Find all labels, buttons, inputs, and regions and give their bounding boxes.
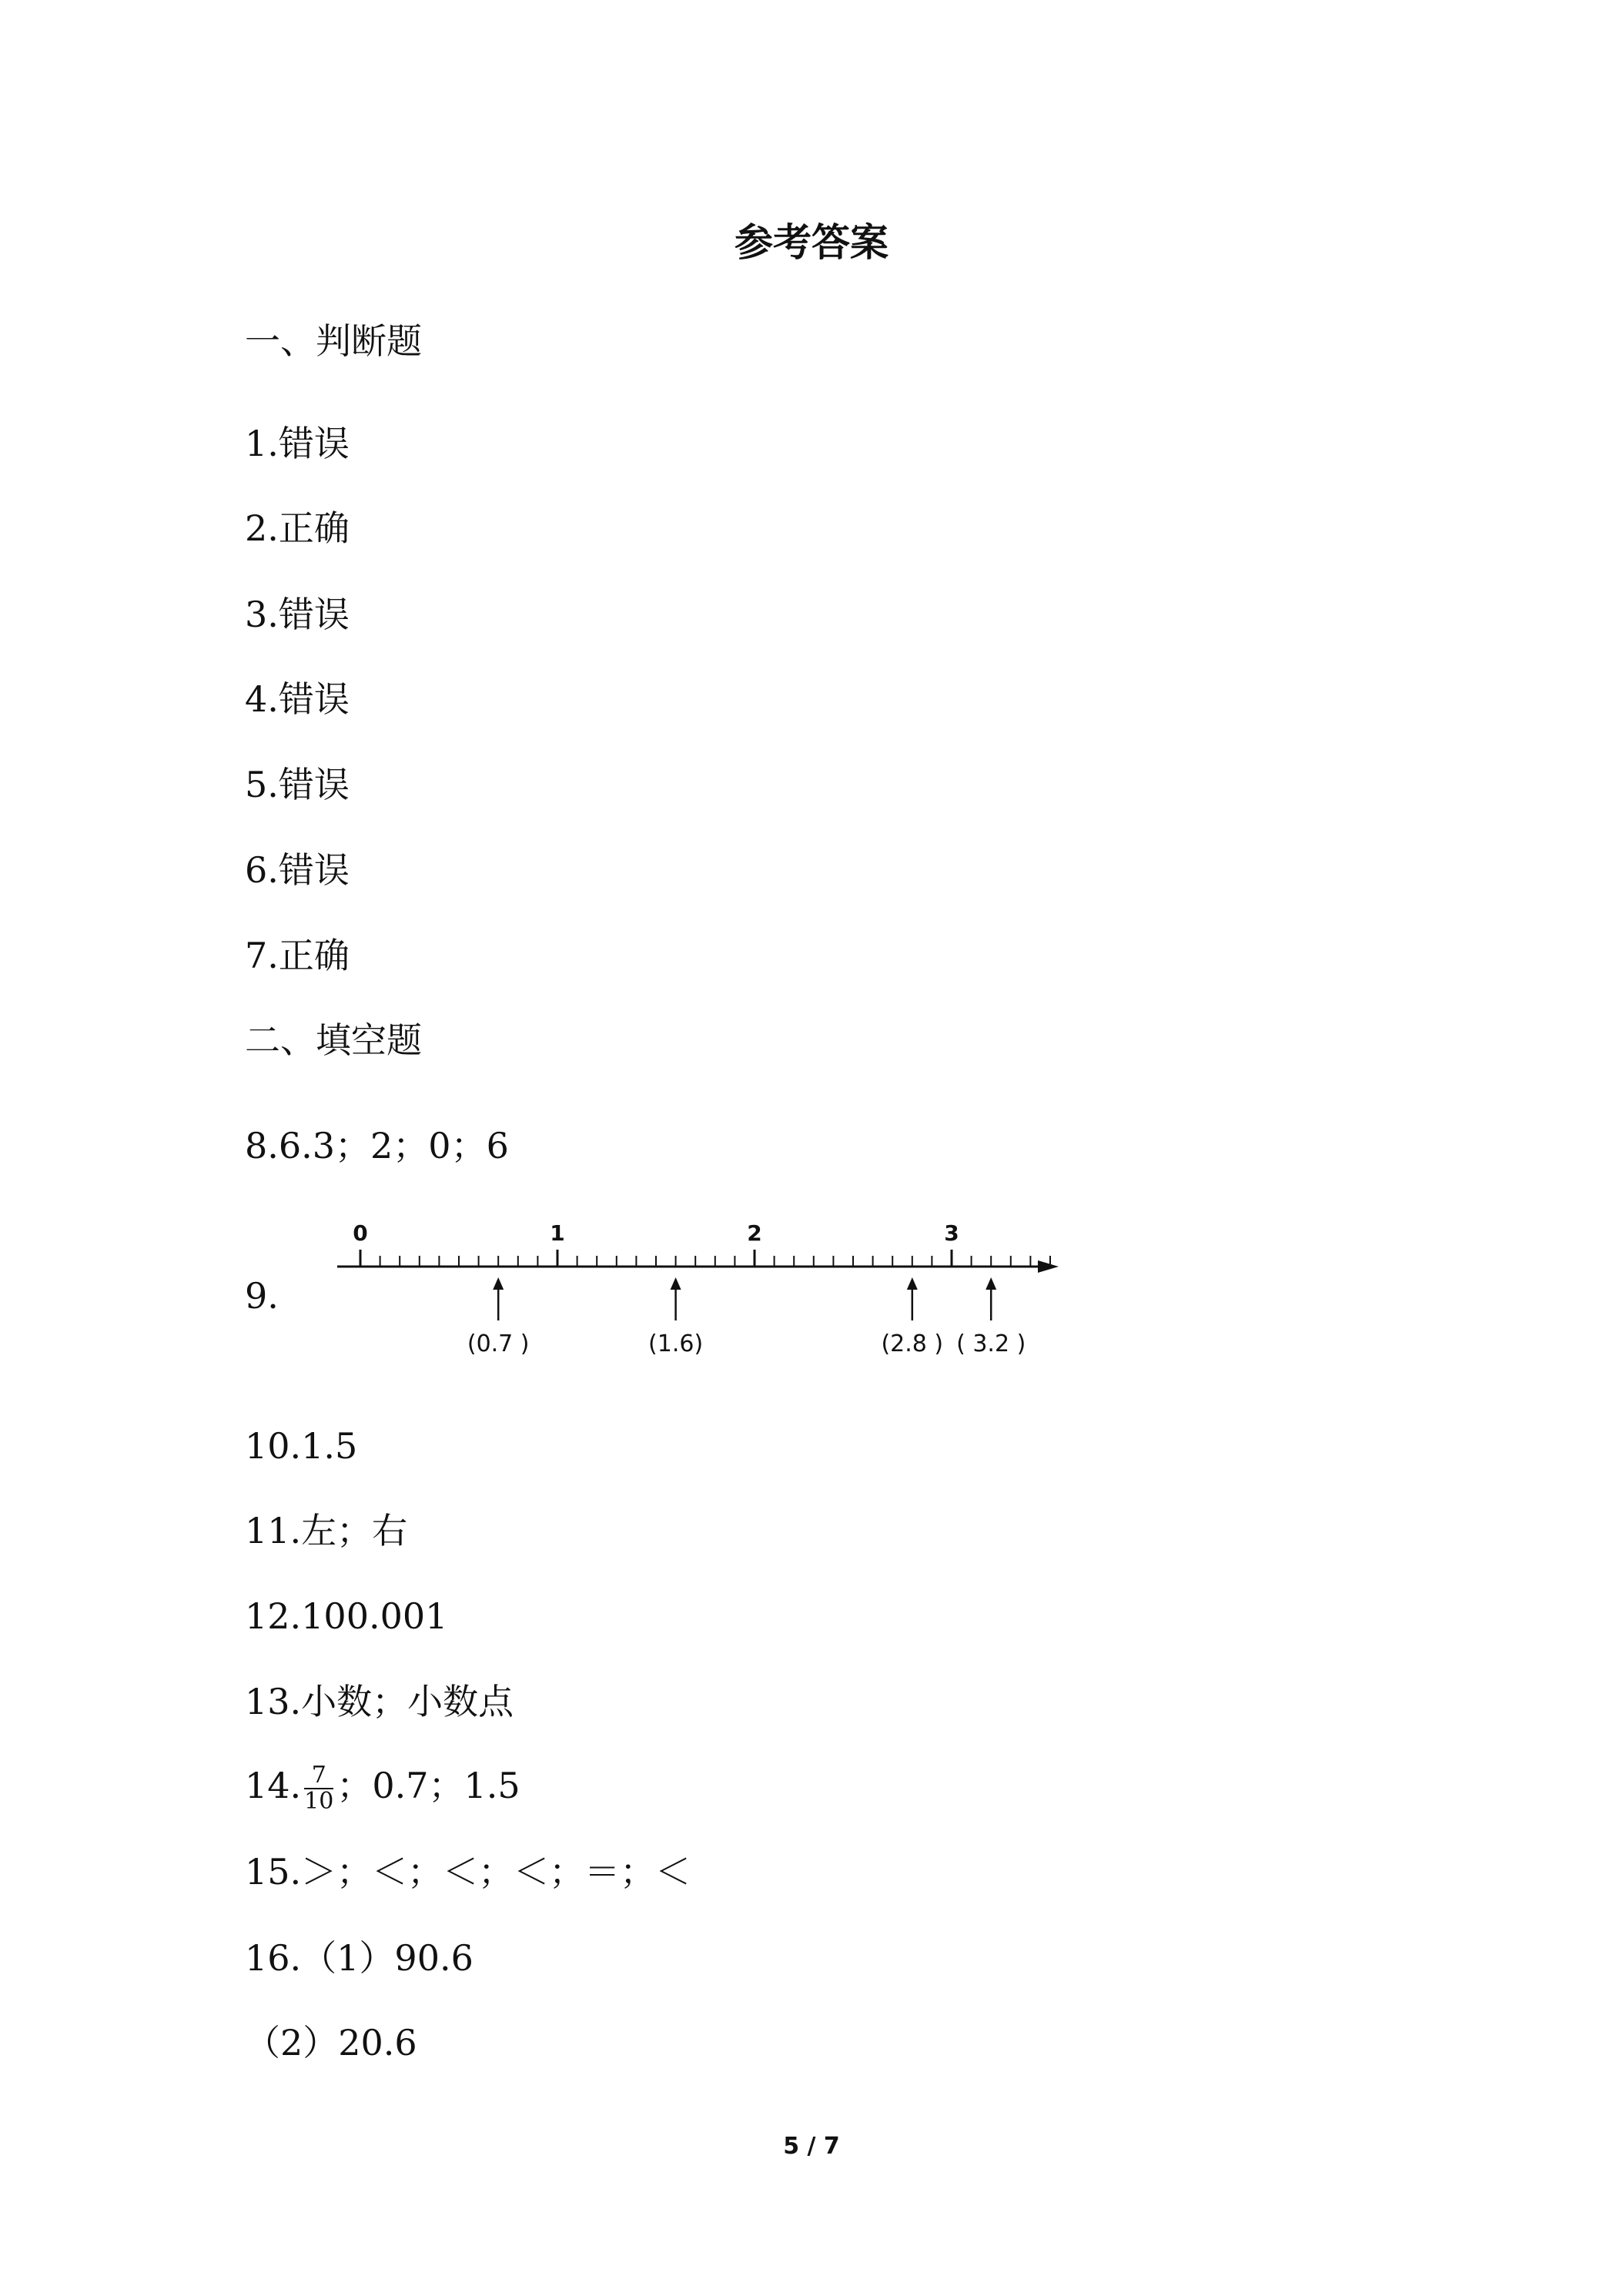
answer-2: 2.正确 [245, 507, 350, 549]
answer-5: 5.错误 [245, 764, 350, 805]
page-number: 5 / 7 [783, 2133, 840, 2160]
marker-label: (2.8 ) [881, 1330, 944, 1357]
number-line-arrowhead [1038, 1260, 1059, 1273]
fraction-denominator: 10 [304, 1788, 334, 1815]
answer-16-part-2: （2）20.6 [245, 2022, 417, 2063]
answer-14-prefix: 14. [245, 1765, 302, 1806]
marker-label: (0.7 ) [467, 1330, 530, 1357]
fraction [304, 1763, 333, 1814]
number-line-diagram [323, 1205, 1062, 1367]
answer-16-part-1: 16.（1）90.6 [245, 1937, 474, 1979]
answer-4: 4.错误 [245, 678, 350, 720]
marker-arrowhead [671, 1277, 681, 1290]
answer-7: 7.正确 [245, 935, 350, 976]
marker-arrowhead [493, 1277, 504, 1290]
answer-13: 13.小数；小数点 [245, 1681, 514, 1722]
marker-arrowhead [986, 1277, 996, 1290]
answer-14 [245, 1763, 520, 1814]
marker-label: ( 3.2 ) [956, 1330, 1026, 1357]
answer-8: 8.6.3；2；0；6 [245, 1125, 509, 1166]
answer-3: 3.错误 [245, 594, 350, 635]
fraction-numerator: 7 [304, 1763, 333, 1789]
marker-label: (1.6) [648, 1330, 704, 1357]
answer-14-rest: ；0.7；1.5 [336, 1765, 520, 1806]
answer-15: 15.＞；＜；＜；＜；＝；＜ [245, 1851, 691, 1893]
answer-12: 12.100.001 [245, 1595, 448, 1637]
tick-label: 1 [550, 1220, 565, 1246]
answer-1: 1.错误 [245, 423, 350, 464]
answer-6: 6.错误 [245, 849, 350, 891]
section-heading-fill: 二、填空题 [245, 1019, 422, 1061]
answer-11: 11.左；右 [245, 1510, 408, 1551]
answer-9-label: 9. [245, 1275, 279, 1317]
section-heading-judge: 一、判断题 [245, 320, 422, 362]
answer-10: 10.1.5 [245, 1425, 358, 1467]
marker-arrowhead [907, 1277, 918, 1290]
tick-label: 0 [353, 1220, 368, 1246]
tick-label: 3 [944, 1220, 959, 1246]
tick-label: 2 [747, 1220, 762, 1246]
page-title: 参考答案 [735, 220, 888, 265]
